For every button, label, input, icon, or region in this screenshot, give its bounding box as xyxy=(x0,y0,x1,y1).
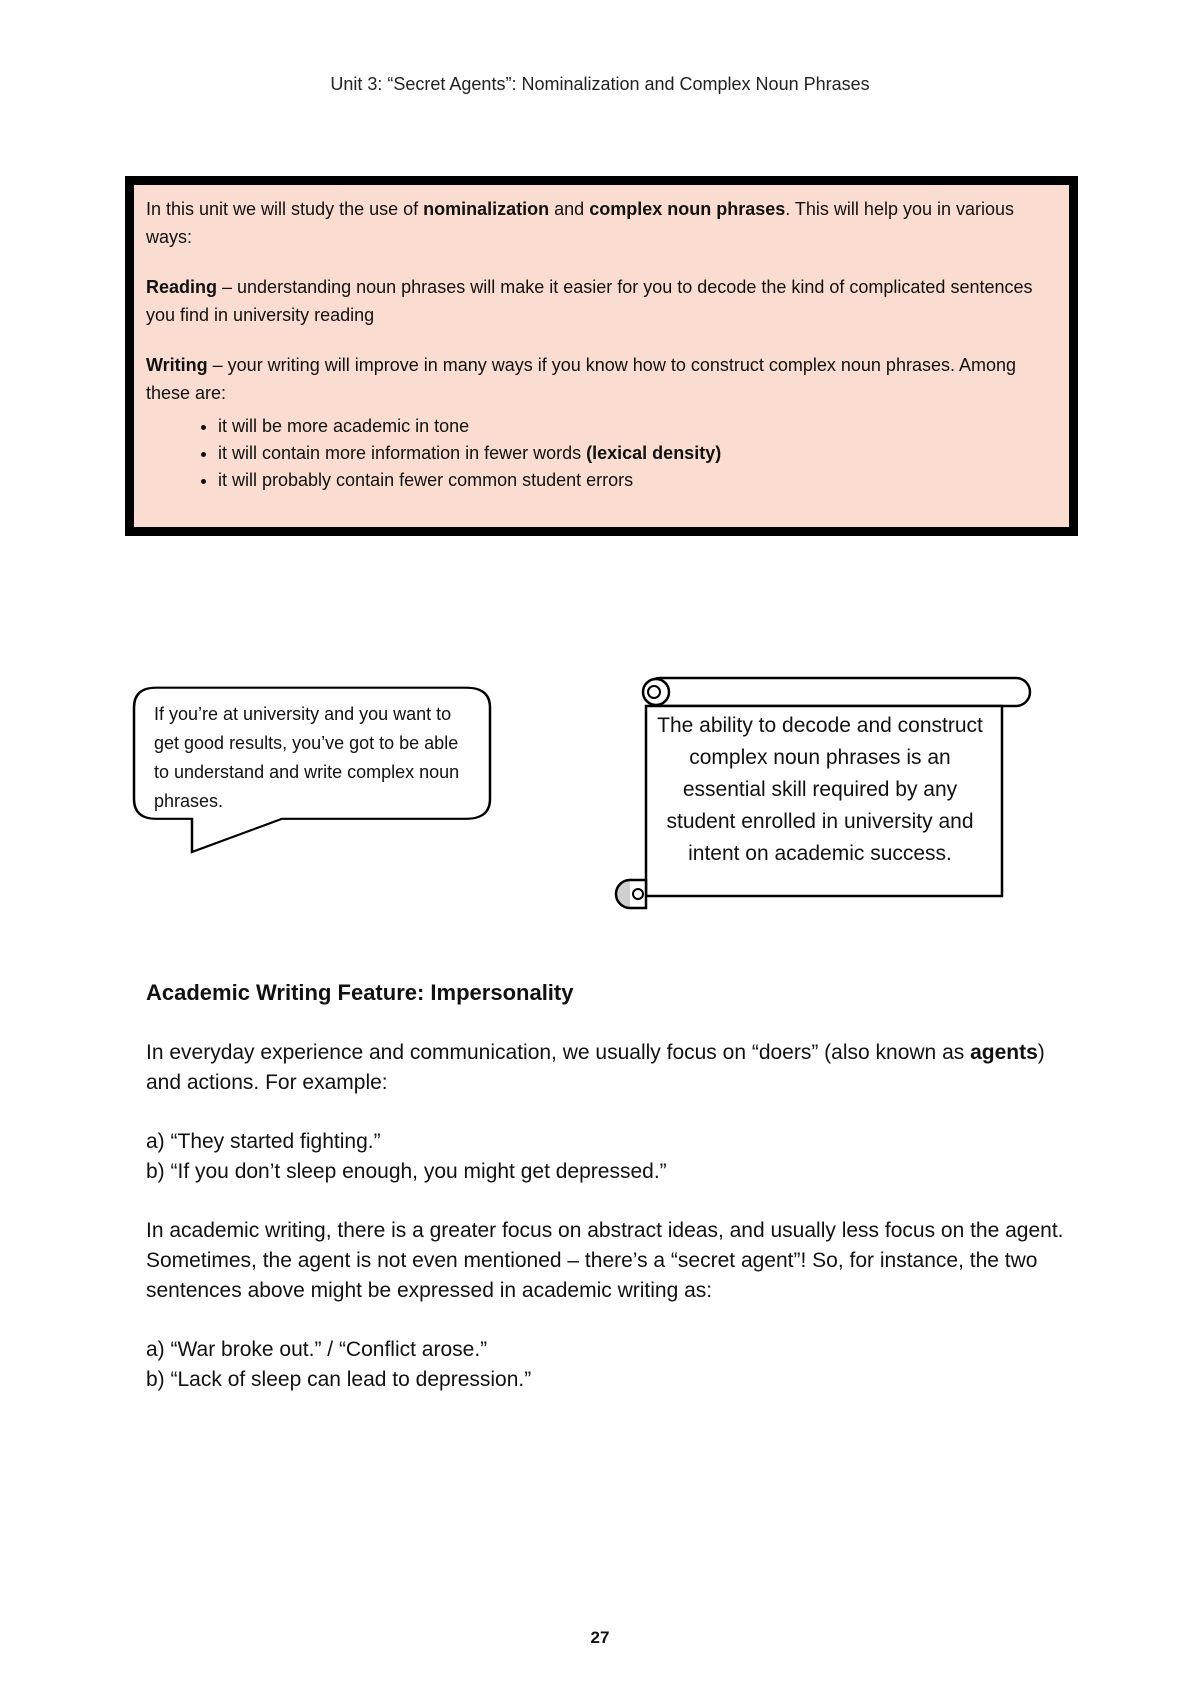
intro-term-complex-noun-phrases: complex noun phrases xyxy=(589,199,786,219)
impersonality-section xyxy=(146,978,1066,1424)
benefits-list xyxy=(146,413,1057,494)
lexical-density-term: (lexical density) xyxy=(586,443,722,463)
section-text: In everyday experience and communication, we usually focus on “doers” (also known as xyxy=(146,1041,971,1064)
list-item xyxy=(218,440,1057,467)
example-line: a) “War broke out.” / “Conflict arose.” xyxy=(146,1338,488,1361)
reading-label: Reading xyxy=(146,277,218,297)
page-header: Unit 3: “Secret Agents”: Nominalization and Complex Noun Phrases xyxy=(330,74,870,94)
speech-bubble-text: If you’re at university and you want to get good results, you’ve got to be able to understand and write complex noun phrases. xyxy=(154,704,460,811)
example-line: a) “They started fighting.” xyxy=(146,1130,381,1153)
reading-text: – understanding noun phrases will make it easier for you to decode the kind of complicated sentences you find in university reading xyxy=(146,277,1033,325)
intro-text: and xyxy=(549,199,590,219)
example-block xyxy=(146,1127,1066,1187)
example-line: b) “If you don’t sleep enough, you might get depressed.” xyxy=(146,1160,667,1183)
intro-box xyxy=(125,176,1078,536)
section-paragraph xyxy=(146,1038,1066,1098)
section-paragraph: In academic writing, there is a greater focus on abstract ideas, and usually less focus on the agent. Sometimes, the agent is not even mentioned – there’s a “secret agent”! So, for instance, the two sentences above might be expressed in academic writing as: xyxy=(146,1219,1064,1302)
list-item: • it will probably contain fewer common student errors xyxy=(218,467,1057,494)
scroll-text: The ability to decode and construct complex noun phrases is an essential skill required by any student enrolled in university and intent on academic success. xyxy=(657,714,983,865)
reading-paragraph xyxy=(146,273,1057,329)
example-line: b) “Lack of sleep can lead to depression.” xyxy=(146,1368,532,1391)
intro-term-nominalization: nominalization xyxy=(423,199,550,219)
section-text: ) and actions. For example: xyxy=(146,1041,1045,1094)
intro-text: In this unit we will study the use of xyxy=(146,199,424,219)
section-title: Academic Writing Feature: Impersonality xyxy=(146,980,574,1005)
list-item-text: it will contain more information in fewer words xyxy=(218,443,587,463)
speech-bubble xyxy=(132,686,492,854)
scroll-callout xyxy=(610,670,1040,912)
writing-paragraph xyxy=(146,351,1057,407)
writing-label: Writing xyxy=(146,355,208,375)
writing-text: – your writing will improve in many ways if you know how to construct complex noun phrases. Among these are: xyxy=(146,355,1017,403)
agents-term: agents xyxy=(970,1041,1038,1064)
intro-text: . This will help you in various ways: xyxy=(146,199,1015,247)
example-block xyxy=(146,1335,1066,1395)
intro-paragraph xyxy=(146,195,1057,251)
list-item: • it will be more academic in tone xyxy=(218,413,1057,440)
page-number: 27 xyxy=(590,1628,610,1647)
